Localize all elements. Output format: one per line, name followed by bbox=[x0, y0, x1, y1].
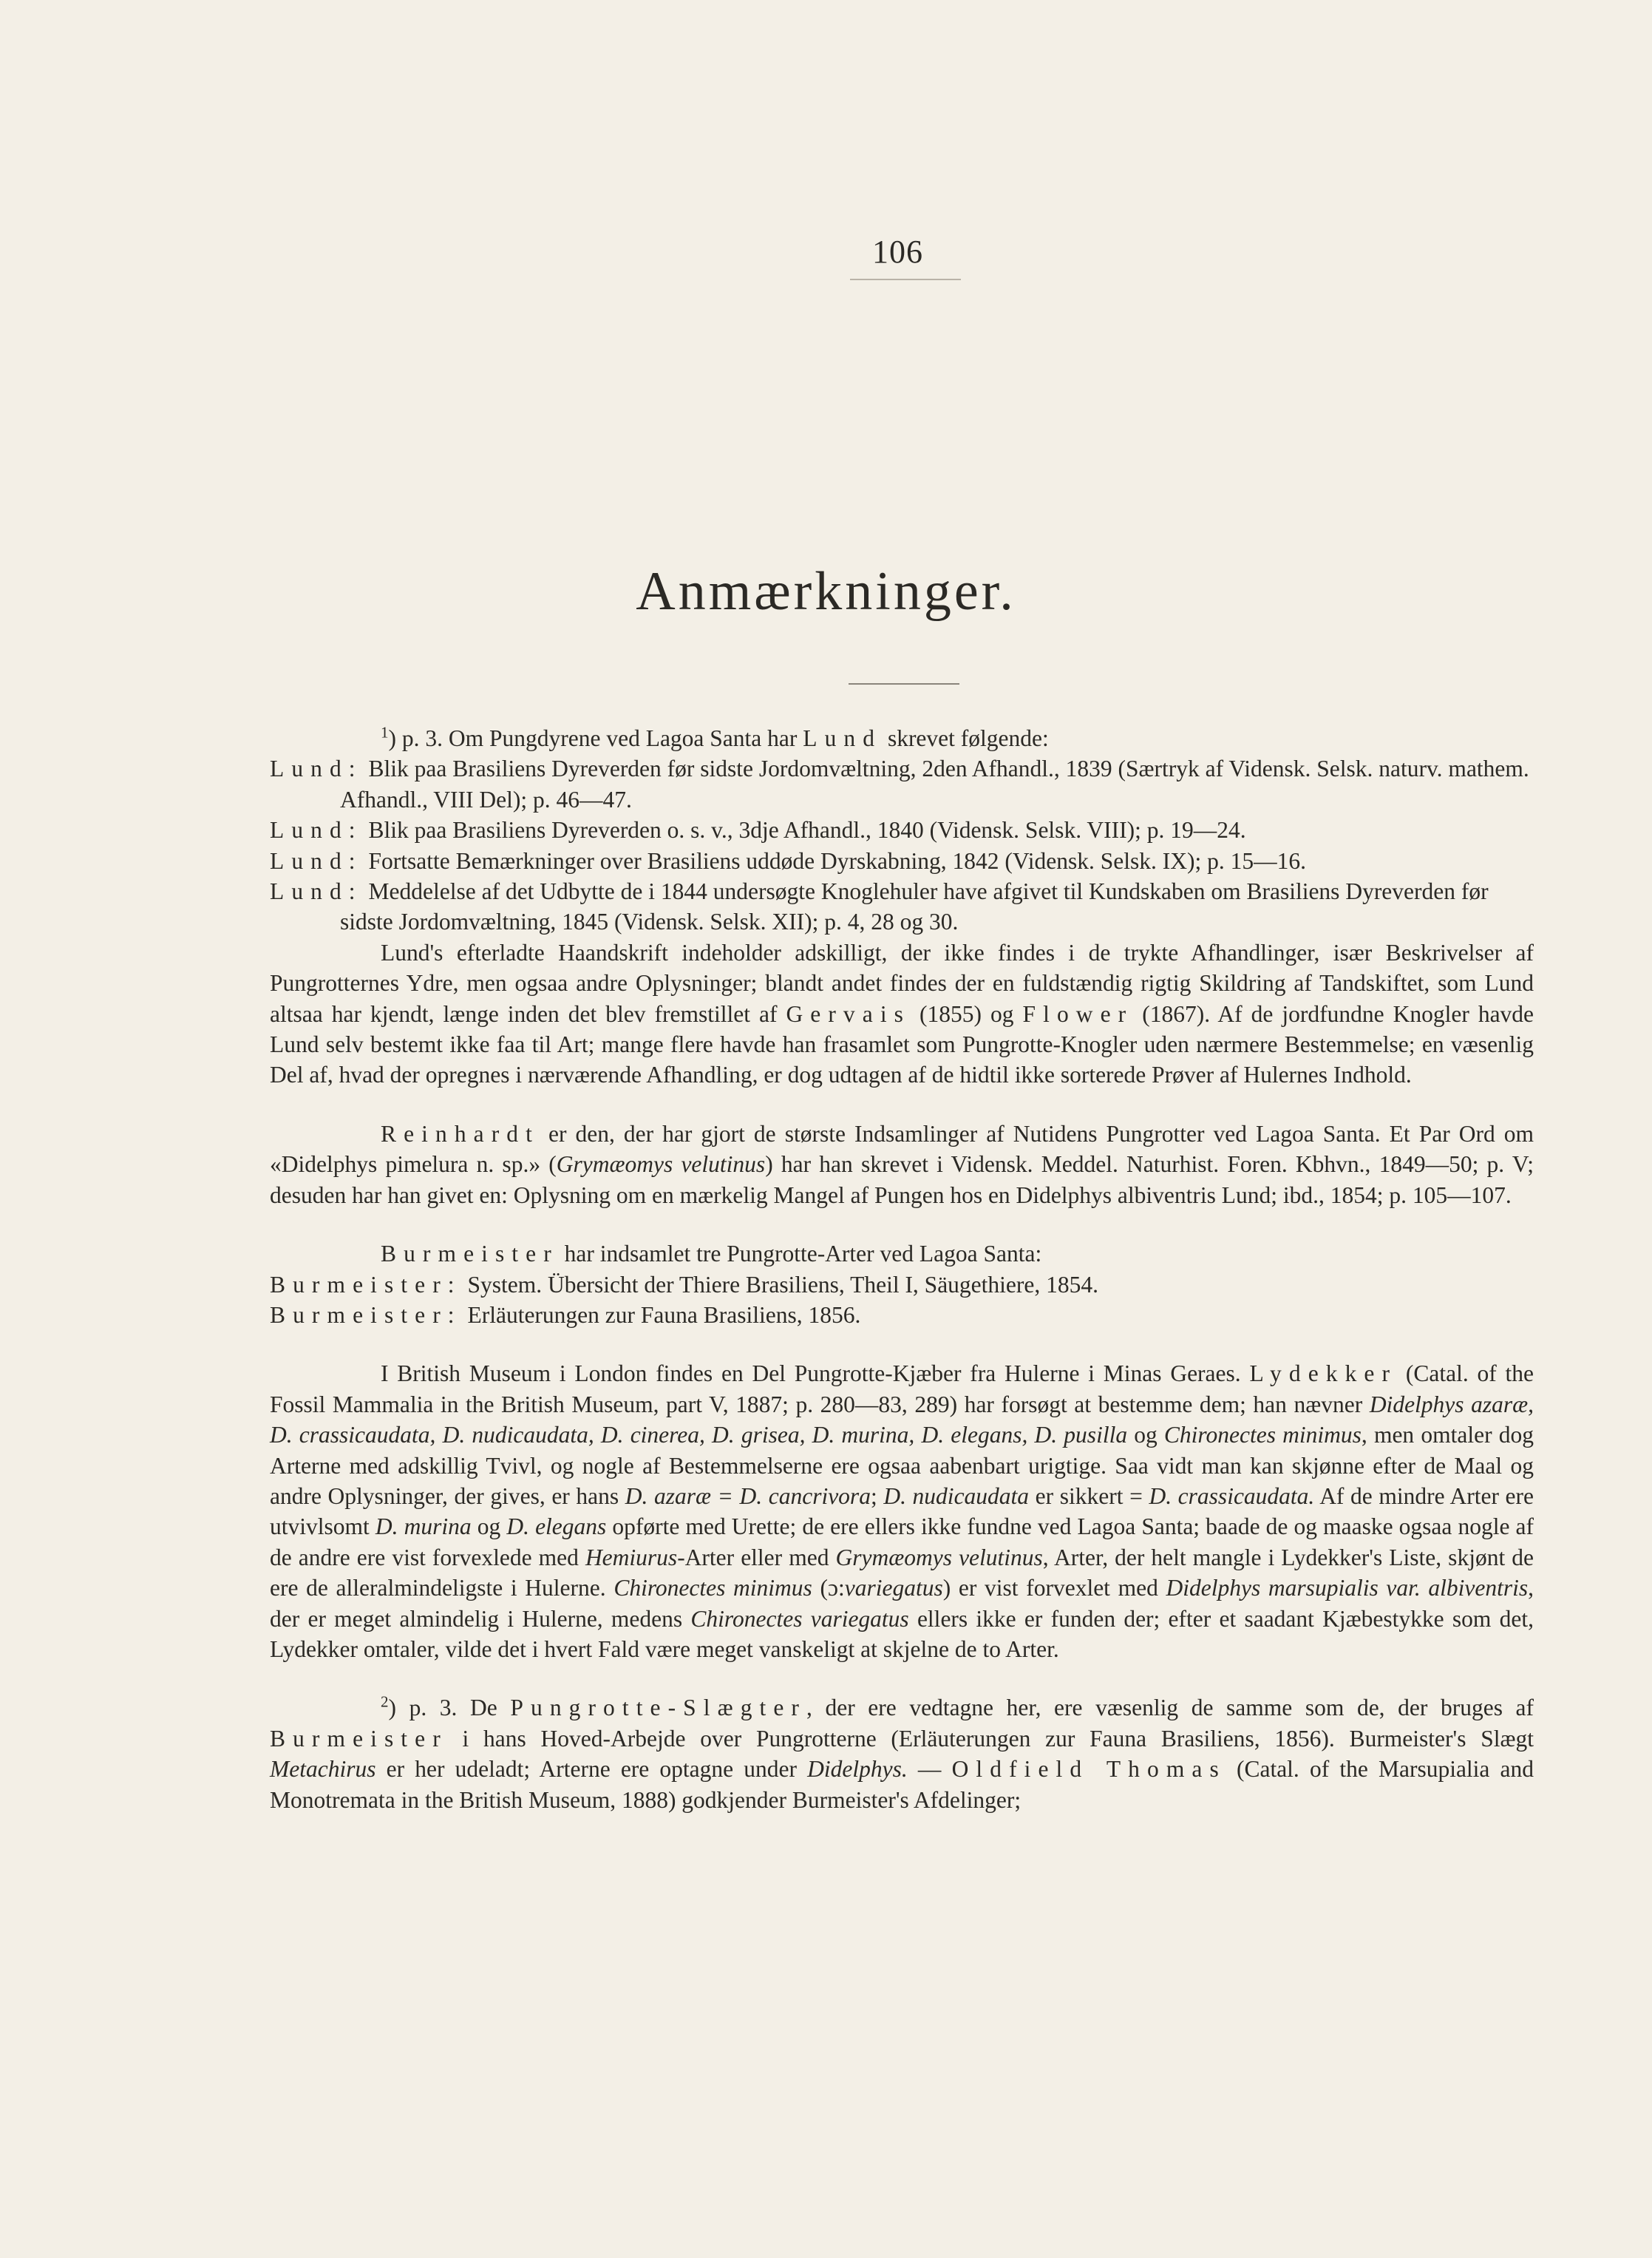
lydekker-text-1: I British Museum i London findes en Del Pungrotte-Kjæber fra Hulerne i Minas Geraes. bbox=[381, 1360, 1241, 1387]
note-1-ref: ) p. 3. bbox=[388, 725, 443, 751]
reference-author: Lund: bbox=[270, 878, 363, 905]
page-number-rule bbox=[850, 279, 961, 280]
reference-author: Burmeister: bbox=[270, 1301, 462, 1328]
species-name: Chironectes variegatus bbox=[690, 1605, 909, 1632]
reference-text: Blik paa Brasiliens Dyreverden o. s. v., 3dje Afhandl., 1840 (Vidensk. Selsk. VIII); p. 19—24. bbox=[368, 817, 1246, 844]
notes-body bbox=[270, 723, 1534, 1815]
lydekker-text-4: , men omtaler dog Arterne med adskillig Tvivl, og nogle af Bestemmelserne ere ogsaa aabenbart urigtige. Saa vidt man kan skjønne efter de Maal og andre Oplysninger, der gives, er hans bbox=[270, 1422, 1534, 1509]
note-2-marker: 2 bbox=[381, 1692, 389, 1711]
genus-name: Hemiurus bbox=[585, 1544, 678, 1570]
paragraph-gap bbox=[270, 1664, 1534, 1692]
page-title: Anmærkninger. bbox=[636, 561, 1016, 622]
author-oldfield-thomas: Oldfield Thomas bbox=[951, 1756, 1226, 1783]
reference-entry bbox=[270, 1269, 1534, 1300]
reference-entry bbox=[270, 876, 1534, 938]
species-name: Didelphys marsupialis var. albiventris bbox=[1166, 1575, 1529, 1601]
species-name: D. azaræ = D. cancrivora bbox=[625, 1482, 871, 1509]
reference-author: Lund: bbox=[270, 817, 363, 844]
lydekker-paragraph bbox=[270, 1358, 1534, 1664]
note-2-dash: — bbox=[917, 1756, 942, 1783]
lydekker-text-5: ; bbox=[870, 1482, 877, 1509]
note-2-text-1: De bbox=[470, 1695, 497, 1721]
species-name: Chironectes minimus bbox=[1163, 1422, 1362, 1448]
species-name: D. nudicaudata bbox=[883, 1482, 1030, 1509]
burmeister-text: har indsamlet tre Pungrotte-Arter ved Lagoa Santa: bbox=[564, 1241, 1042, 1267]
lund-text-1: Lund's efterladte Haandskrift indeholder adskilligt, der ikke findes i de trykte Afhandlinger, især Beskrivelser af Pungrotternes Ydre, men ogsaa andre Oplysninger; blandt andet findes der en fuldstændig rigtig Skildring af Tandskiftet, som Lund altsaa har kjendt, længe inden det blev fremstillet af bbox=[270, 939, 1534, 1027]
reference-text: Erläuterungen zur Fauna Brasiliens, 1856. bbox=[467, 1301, 861, 1328]
paragraph-gap bbox=[270, 1210, 1534, 1238]
lydekker-text-11: , Arter, der helt mangle i Lydekker's Liste, skjønt de ere de alleralmindeligste i Hulerne. bbox=[270, 1544, 1534, 1601]
species-name: D. crassicaudata. bbox=[1149, 1482, 1315, 1509]
species-list: Didelphys azaræ, D. crassicaudata, D. nudicaudata, D. cinerea, D. grisea, D. murina, D. elegans, D. pusilla bbox=[270, 1391, 1534, 1448]
species-name: D. elegans bbox=[506, 1513, 607, 1540]
reinhardt-text-1: er den, der har gjort de største Indsamlinger af Nutidens Pungrotter ved Lagoa Santa. Et Par Ord om «Didelphys pimelura n. sp.» ( bbox=[270, 1120, 1534, 1178]
species-name: D. murina bbox=[375, 1513, 472, 1540]
reference-text: Blik paa Brasiliens Dyreverden før sidste Jordomvæltning, 2den Afhandl., 1839 (Særtryk af Vidensk. Selsk. naturv. mathem. Afhandl., VIII Del); p. 46—47. bbox=[340, 756, 1529, 813]
lydekker-text-13: ) er vist forvexlet med bbox=[942, 1575, 1158, 1601]
note-2-text-3: i hans Hoved-Arbejde over Pungrotterne (Erläuterungen zur Fauna Brasiliens, 1856). Burmeister's Slægt bbox=[462, 1725, 1534, 1752]
note-2-spaced-term: Pungrotte-Slægter bbox=[510, 1695, 806, 1721]
note-2-ref: ) p. 3. bbox=[388, 1695, 458, 1721]
lund-text-3: (1867). Af de jordfundne Knogler havde Lund selv bestemt ikke faa til Art; mange flere havde han frasamlet som Pungrotte-Knogler uden nærmere Bestemmelse; en væsenlig Del af, hvad der opregnes i nærværende Afhandling, er dog udtagen af de hidtil ikke sorterede Prøver af Hulernes Indhold. bbox=[270, 1000, 1534, 1088]
lydekker-text-3: og bbox=[1134, 1422, 1158, 1448]
reinhardt-paragraph bbox=[270, 1119, 1534, 1210]
reference-author: Burmeister: bbox=[270, 1271, 462, 1298]
note-1-marker: 1 bbox=[381, 723, 389, 742]
note-1-intro-end: skrevet følgende: bbox=[887, 725, 1049, 751]
lydekker-text-9: opførte med Urette; de ere ellers ikke fundne ved Lagoa Santa; baade de og maaske ogsaa nogle af de andre ere vist forvexlede med bbox=[270, 1513, 1534, 1570]
lydekker-text-10: -Arter eller med bbox=[677, 1544, 829, 1570]
note-2-text-6: (Catal. of the Marsupialia and Monotremata in the British Museum, 1888) godkjender Burmeister's Afdelinger; bbox=[270, 1756, 1534, 1813]
lydekker-text-6: er sikkert = bbox=[1035, 1482, 1143, 1509]
lydekker-text-14: , der er meget almindelig i Hulerne, medens bbox=[270, 1575, 1534, 1632]
reference-text: Fortsatte Bemærkninger over Brasiliens uddøde Dyrskabning, 1842 (Vidensk. Selsk. IX); p. 15—16. bbox=[368, 847, 1306, 874]
note-1-intro-text: Om Pungdyrene ved Lagoa Santa har bbox=[448, 725, 798, 751]
species-name: Grymæomys velutinus bbox=[835, 1544, 1043, 1570]
species-name: Grymæomys velutinus bbox=[556, 1151, 766, 1178]
lydekker-text-2: (Catal. of the Fossil Mammalia in the British Museum, part V, 1887; p. 280—83, 289) har forsøgt at bestemme dem; han nævner bbox=[270, 1360, 1534, 1417]
reference-entry bbox=[270, 815, 1534, 845]
author-burmeister: Burmeister bbox=[270, 1725, 448, 1752]
reinhardt-text-2: ) har han skrevet i Vidensk. Meddel. Naturhist. Foren. Kbhvn., 1849—50; p. V; desuden har han givet en: Oplysning om en mærkelig Mangel af Pungen hos en Didelphys albiventris Lund; ibd., 1854; p. 105—107. bbox=[270, 1151, 1534, 1208]
reference-author: Lund: bbox=[270, 756, 363, 782]
author-lydekker: Lydekker bbox=[1249, 1360, 1398, 1387]
author-reinhardt: Reinhardt bbox=[381, 1120, 540, 1147]
species-name: variegatus bbox=[844, 1575, 943, 1601]
author-gervais: Gervais bbox=[786, 1000, 911, 1027]
reference-text: System. Übersicht der Thiere Brasiliens, Theil I, Säugethiere, 1854. bbox=[467, 1271, 1098, 1298]
reference-entry bbox=[270, 846, 1534, 876]
author-burmeister: Burmeister bbox=[381, 1241, 559, 1267]
note-2-text-2: , der ere vedtagne her, ere væsenlig de samme som de, der bruges af bbox=[806, 1695, 1534, 1721]
paragraph-gap bbox=[270, 1091, 1534, 1119]
lund-text-2: (1855) og bbox=[920, 1000, 1014, 1027]
page-number: 106 bbox=[872, 234, 923, 270]
lydekker-text-8: og bbox=[477, 1513, 501, 1540]
lydekker-text-15: ellers ikke er funden der; efter et saadant Kjæbestykke som det, Lydekker omtaler, vilde det i hvert Fald være meget vanskeligt at skjelne de to Arter. bbox=[270, 1605, 1534, 1662]
reference-text: Meddelelse af det Udbytte de i 1844 undersøgte Knoglehuler have afgivet til Kundskaben om Brasiliens Dyreverden før sidste Jordomvæltning, 1845 (Vidensk. Selsk. XII); p. 4, 28 og 30. bbox=[340, 878, 1489, 935]
lydekker-text-12: (ɔ: bbox=[820, 1575, 845, 1601]
note-2-text-4: er her udeladt; Arterne ere optagne under bbox=[386, 1756, 797, 1783]
burmeister-paragraph bbox=[270, 1238, 1534, 1269]
lydekker-text-7: Af de mindre Arter ere utvivlsomt bbox=[270, 1482, 1534, 1540]
reference-entry bbox=[270, 753, 1534, 815]
genus-name: Didelphys. bbox=[807, 1756, 908, 1783]
species-name: Chironectes minimus bbox=[613, 1575, 812, 1601]
reference-author: Lund: bbox=[270, 847, 363, 874]
paragraph-gap bbox=[270, 1330, 1534, 1358]
author-flower: Flower bbox=[1022, 1000, 1134, 1027]
note-2 bbox=[270, 1692, 1534, 1815]
genus-name: Metachirus bbox=[270, 1756, 376, 1783]
title-rule bbox=[849, 683, 959, 685]
note-1-intro bbox=[270, 723, 1534, 753]
note-1-intro-author: Lund bbox=[803, 725, 883, 751]
lund-paragraph bbox=[270, 938, 1534, 1091]
reference-entry bbox=[270, 1300, 1534, 1330]
